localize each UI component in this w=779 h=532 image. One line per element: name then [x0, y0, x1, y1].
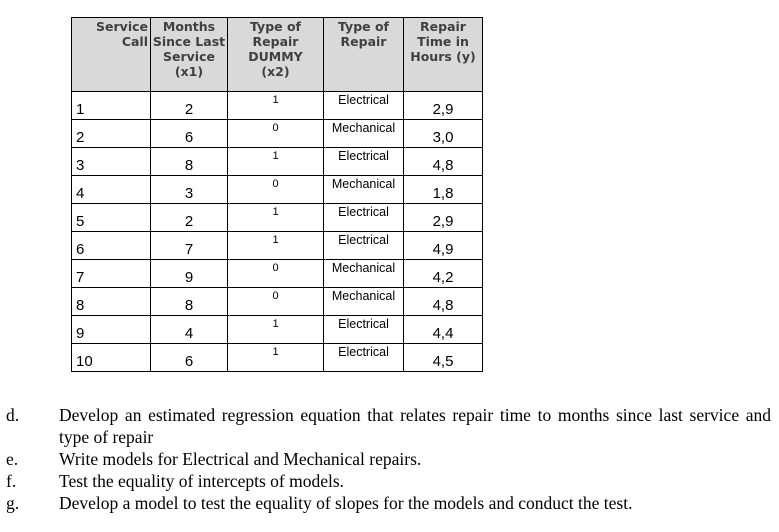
cell-repair-type: Electrical	[324, 316, 404, 344]
header-line: Service	[163, 49, 215, 64]
question-letter: d.	[6, 405, 20, 425]
question-item	[0, 492, 771, 514]
header-line: Since Last	[152, 34, 226, 49]
cell-repair-time: 2,9	[404, 92, 483, 120]
cell-repair-time: 1,8	[404, 176, 483, 204]
cell-repair-type: Electrical	[324, 344, 404, 372]
cell-service-call: 2	[72, 120, 151, 148]
cell-dummy: 1	[228, 92, 324, 120]
cell-service-call: 9	[72, 316, 151, 344]
cell-repair-type: Electrical	[324, 148, 404, 176]
cell-repair-type: Mechanical	[324, 260, 404, 288]
table-row	[72, 316, 483, 344]
header-line: Repair	[340, 34, 387, 49]
cell-repair-type: Mechanical	[324, 120, 404, 148]
header-line: Repair	[420, 19, 466, 34]
table-row	[72, 344, 483, 372]
cell-repair-time: 2,9	[404, 204, 483, 232]
cell-months: 4	[151, 316, 228, 344]
header-line: Time in	[417, 34, 469, 49]
cell-dummy: 1	[228, 204, 324, 232]
table-row	[72, 260, 483, 288]
table-row	[72, 92, 483, 120]
header-service-call	[72, 18, 151, 92]
table-row	[72, 204, 483, 232]
header-line: Call	[121, 34, 148, 49]
cell-dummy: 1	[228, 316, 324, 344]
header-line: Type of	[250, 19, 301, 34]
header-line: Repair	[252, 34, 299, 49]
cell-months: 6	[151, 120, 228, 148]
cell-repair-type: Electrical	[324, 92, 404, 120]
table-row	[72, 232, 483, 260]
header-line: Type of	[338, 19, 389, 34]
cell-service-call: 8	[72, 288, 151, 316]
cell-repair-time: 4,5	[404, 344, 483, 372]
header-line: Hours (y)	[410, 49, 476, 64]
table-row	[72, 176, 483, 204]
cell-months: 9	[151, 260, 228, 288]
cell-repair-time: 4,8	[404, 148, 483, 176]
question-text: Develop an estimated regression equation that relates repair time to months since last service and type of repair	[59, 405, 771, 447]
cell-dummy: 0	[228, 288, 324, 316]
cell-service-call: 7	[72, 260, 151, 288]
cell-months: 8	[151, 148, 228, 176]
repair-data-table	[71, 17, 483, 372]
cell-repair-time: 4,8	[404, 288, 483, 316]
cell-repair-type: Electrical	[324, 232, 404, 260]
table-row	[72, 148, 483, 176]
question-item	[0, 470, 771, 492]
question-text: Write models for Electrical and Mechanical repairs.	[59, 449, 422, 469]
header-line: (x2)	[261, 64, 290, 79]
cell-months: 8	[151, 288, 228, 316]
cell-dummy: 1	[228, 344, 324, 372]
question-list	[0, 404, 779, 514]
table-row	[72, 120, 483, 148]
question-item	[0, 404, 771, 448]
cell-repair-type: Mechanical	[324, 176, 404, 204]
cell-dummy: 1	[228, 232, 324, 260]
table-header-row	[72, 18, 483, 92]
cell-repair-type: Mechanical	[324, 288, 404, 316]
cell-repair-time: 4,9	[404, 232, 483, 260]
header-line: DUMMY	[248, 49, 303, 64]
cell-service-call: 5	[72, 204, 151, 232]
cell-service-call: 6	[72, 232, 151, 260]
cell-service-call: 10	[72, 344, 151, 372]
table-row	[72, 288, 483, 316]
cell-repair-time: 3,0	[404, 120, 483, 148]
cell-dummy: 1	[228, 148, 324, 176]
cell-service-call: 1	[72, 92, 151, 120]
cell-months: 3	[151, 176, 228, 204]
cell-service-call: 4	[72, 176, 151, 204]
cell-service-call: 3	[72, 148, 151, 176]
header-type-of-repair	[324, 18, 404, 92]
header-months-since-last-service	[151, 18, 228, 92]
question-letter: g.	[6, 493, 20, 513]
cell-months: 7	[151, 232, 228, 260]
cell-months: 2	[151, 92, 228, 120]
question-text: Test the equality of intercepts of models.	[59, 471, 345, 491]
cell-dummy: 0	[228, 176, 324, 204]
cell-months: 6	[151, 344, 228, 372]
question-text: Develop a model to test the equality of slopes for the models and conduct the test.	[59, 493, 633, 513]
header-line: Service	[96, 19, 148, 34]
cell-dummy: 0	[228, 260, 324, 288]
question-letter: e.	[6, 449, 19, 469]
header-repair-time	[404, 18, 483, 92]
header-type-of-repair-dummy	[228, 18, 324, 92]
cell-dummy: 0	[228, 120, 324, 148]
cell-repair-type: Electrical	[324, 204, 404, 232]
header-line: Months	[162, 19, 216, 34]
cell-repair-time: 4,2	[404, 260, 483, 288]
cell-repair-time: 4,4	[404, 316, 483, 344]
cell-months: 2	[151, 204, 228, 232]
header-line: (x1)	[174, 64, 204, 79]
question-item	[0, 448, 771, 470]
question-letter: f.	[6, 471, 17, 491]
